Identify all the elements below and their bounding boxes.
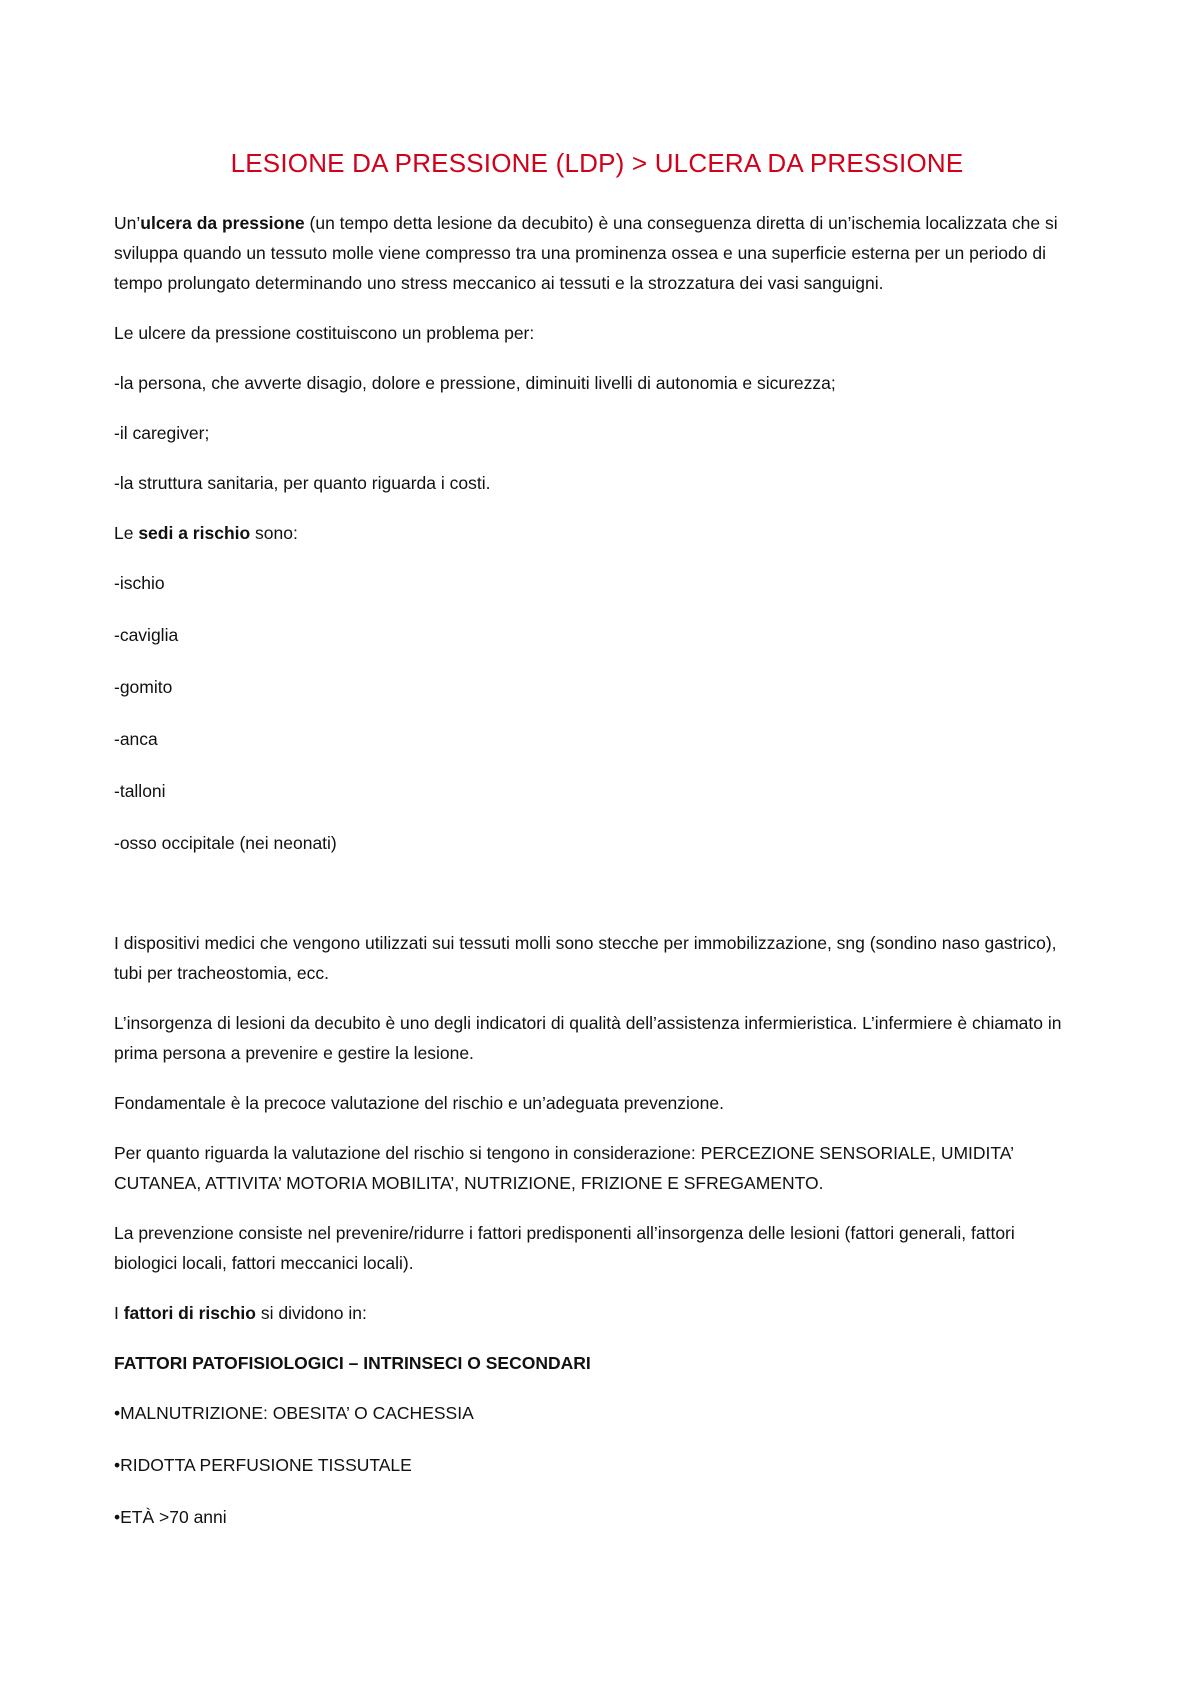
- site-item: -gomito: [114, 677, 173, 697]
- problem-item: -la persona, che avverte disagio, dolore e pressione, diminuiti livelli di autonomia e sicurezza;: [114, 373, 836, 393]
- site-item: -anca: [114, 729, 158, 749]
- sites-intro: [114, 518, 1080, 548]
- intro-term: ulcera da pressione: [140, 213, 305, 233]
- intro-rest: (un tempo detta lesione da decubito) è una conseguenza diretta di un’ischemia localizzata che si sviluppa quando un tessuto molle viene compresso tra una prominenza ossea e una superficie esterna per un periodo di tempo prolungato determinando uno stress meccanico ai tessuti e la strozzatura dei vasi sanguigni.: [114, 213, 1058, 293]
- site-item: -caviglia: [114, 625, 179, 645]
- body-paragraph: Fondamentale è la precoce valutazione del rischio e un’adeguata prevenzione.: [114, 1093, 724, 1113]
- site-item: -ischio: [114, 573, 165, 593]
- blank-spacer: [114, 880, 1080, 928]
- body-paragraph: La prevenzione consiste nel prevenire/ridurre i fattori predisponenti all’insorgenza delle lesioni (fattori generali, fattori biologici locali, fattori meccanici locali).: [114, 1223, 1015, 1273]
- risk-intro-term: fattori di rischio: [123, 1303, 256, 1323]
- body-paragraph: I dispositivi medici che vengono utilizzati sui tessuti molli sono stecche per immobilizzazione, sng (sondino naso gastrico), tubi per tracheostomia, ecc.: [114, 933, 1057, 983]
- body-paragraph: L’insorgenza di lesioni da decubito è uno degli indicatori di qualità dell’assistenza infermieristica. L’infermiere è chiamato in prima persona a prevenire e gestire la lesione.: [114, 1013, 1062, 1063]
- body-paragraph: Per quanto riguarda la valutazione del rischio si tengono in considerazione: PERCEZIONE SENSORIALE, UMIDITA’ CUTANEA, ATTIVITA’ MOTORIA MOBILITA’, NUTRIZIONE, FRIZIONE E SFREGAMENTO.: [114, 1143, 1014, 1193]
- sites-intro-term: sedi a rischio: [138, 523, 251, 543]
- risk-item: •RIDOTTA PERFUSIONE TISSUTALE: [114, 1455, 412, 1475]
- problem-item: -la struttura sanitaria, per quanto riguarda i costi.: [114, 473, 491, 493]
- site-item: -talloni: [114, 781, 166, 801]
- site-item: -osso occipitale (nei neonati): [114, 833, 337, 853]
- risk-intro: [114, 1298, 1080, 1328]
- sites-intro-rest: sono:: [250, 523, 298, 543]
- risk-intro-rest: si dividono in:: [255, 1303, 367, 1323]
- risk-heading: FATTORI PATOFISIOLOGICI – INTRINSECI O SECONDARI: [114, 1353, 591, 1373]
- problem-item: -il caregiver;: [114, 423, 210, 443]
- intro-prefix: Un’: [114, 213, 141, 233]
- risk-item: •MALNUTRIZIONE: OBESITA’ O CACHESSIA: [114, 1403, 474, 1423]
- intro-paragraph: [114, 208, 1080, 298]
- document-title: LESIONE DA PRESSIONE (LDP) > ULCERA DA PRESSIONE: [230, 148, 964, 178]
- risk-item: •ETÀ >70 anni: [114, 1507, 227, 1527]
- risk-intro-prefix: I: [114, 1303, 124, 1323]
- sites-intro-prefix: Le: [114, 523, 139, 543]
- problem-intro: Le ulcere da pressione costituiscono un problema per:: [114, 323, 535, 343]
